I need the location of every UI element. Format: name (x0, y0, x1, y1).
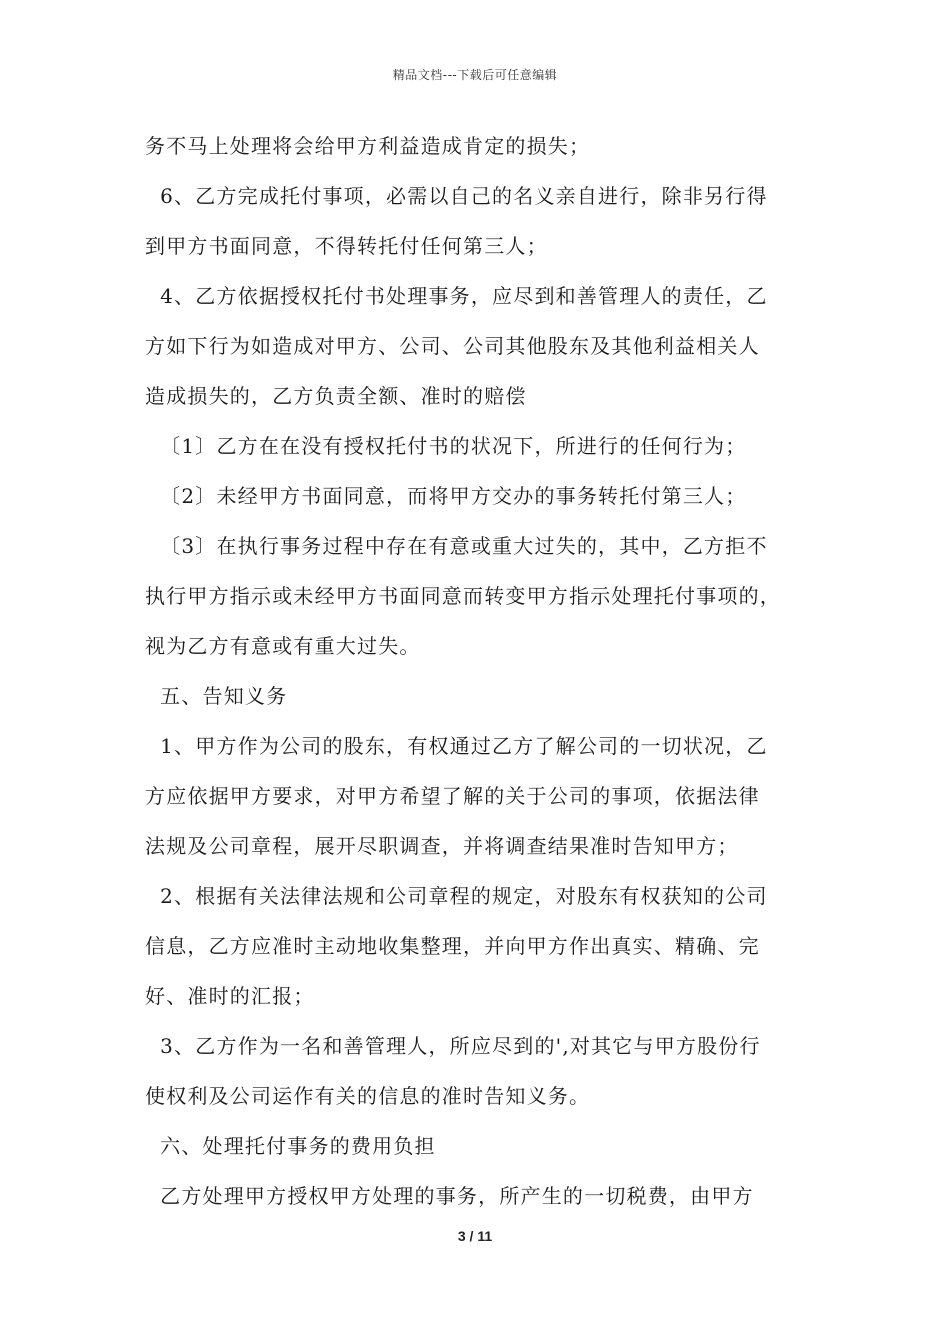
section-heading: 六、处理托付事务的费用负担 (145, 1134, 436, 1158)
page-number: 3 / 11 (457, 1228, 493, 1244)
text-line: 1、甲方作为公司的股东，有权通过乙方了解公司的一切状况，乙 (145, 734, 768, 758)
text-line: 〔1〕乙方在在没有授权托付书的状况下，所进行的任何行为； (145, 434, 747, 458)
text-line: 法规及公司章程，展开尽职调查，并将调查结果准时告知甲方； (145, 834, 739, 858)
text-line: 信息，乙方应准时主动地收集整理，并向甲方作出真实、精确、完 (145, 934, 760, 958)
text-line: 4、乙方依据授权托付书处理事务，应尽到和善管理人的责任，乙 (145, 284, 768, 308)
text-line: 执行甲方指示或未经甲方书面同意而转变甲方指示处理托付事项的， (145, 584, 781, 608)
text-line: 〔2〕未经甲方书面同意，而将甲方交办的事务转托付第三人； (145, 484, 747, 508)
text-line: 务不马上处理将会给甲方利益造成肯定的损失； (145, 134, 591, 158)
text-line: 6、乙方完成托付事项，必需以自己的名义亲自进行，除非另行得 (145, 184, 768, 208)
text-line: 〔3〕在执行事务过程中存在有意或重大过失的，其中，乙方拒不 (145, 534, 768, 558)
section-heading: 五、告知义务 (145, 684, 288, 708)
text-line: 造成损失的，乙方负责全额、准时的赔偿 (145, 384, 527, 408)
page-header: 精品文档---下载后可任意编辑 (392, 68, 558, 82)
text-line: 2、根据有关法律法规和公司章程的规定，对股东有权获知的公司 (145, 884, 768, 908)
text-line: 好、准时的汇报； (145, 984, 315, 1008)
text-line: 视为乙方有意或有重大过失。 (145, 634, 421, 658)
text-line: 3、乙方作为一名和善管理人，所应尽到的',对其它与甲方股份行 (145, 1034, 761, 1058)
text-line: 方如下行为如造成对甲方、公司、公司其他股东及其他利益相关人 (145, 334, 760, 358)
text-line: 到甲方书面同意，不得转托付任何第三人； (145, 234, 548, 258)
text-line: 方应依据甲方要求，对甲方希望了解的关于公司的事项，依据法律 (145, 784, 760, 808)
text-line: 使权利及公司运作有关的信息的准时告知义务。 (145, 1084, 591, 1108)
text-line: 乙方处理甲方授权甲方处理的事务，所产生的一切税费，由甲方 (145, 1184, 754, 1208)
